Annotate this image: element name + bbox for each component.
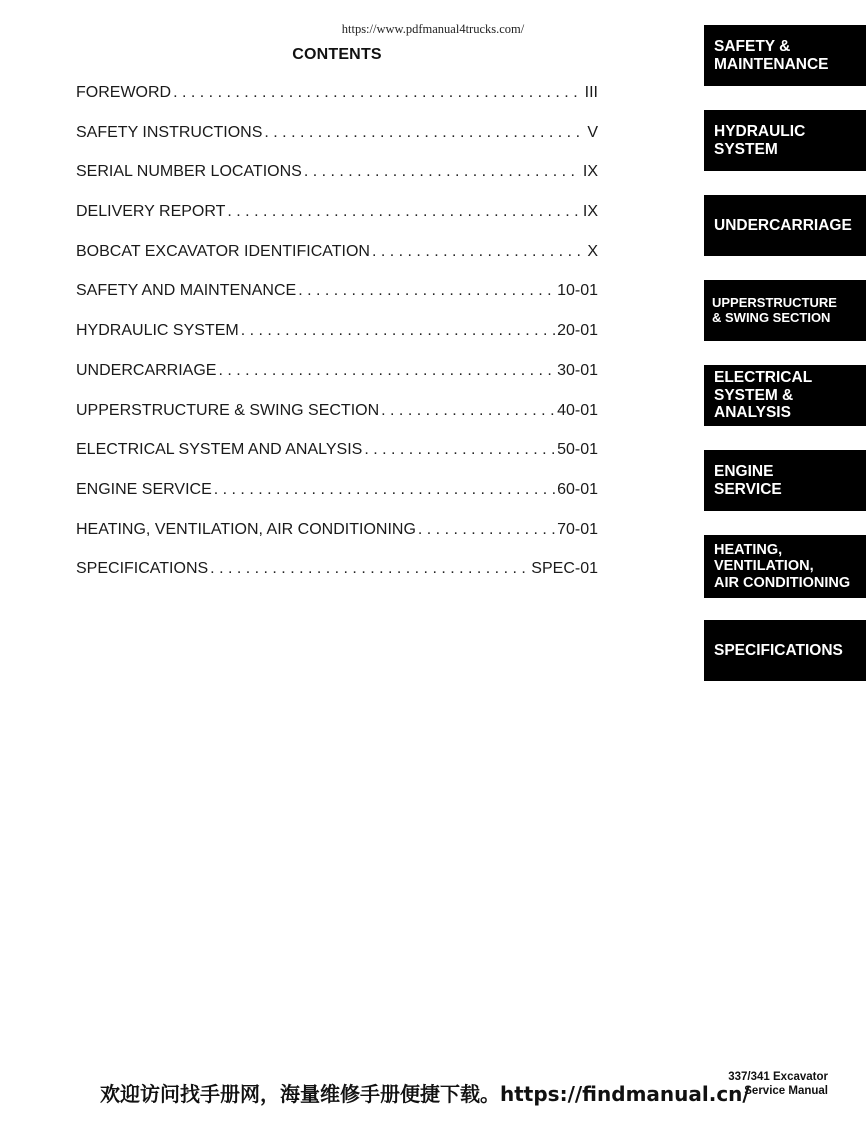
toc-entry[interactable] [76,124,598,164]
toc-leader-dots [364,441,555,459]
toc-entry-page: III [584,84,598,101]
footer-title-line1: 337/341 Excavator [728,1071,828,1083]
toc-entry[interactable] [76,521,598,561]
toc-entry-page: 20-01 [557,322,598,340]
toc-entry[interactable] [76,441,598,481]
section-tab[interactable] [704,450,866,511]
toc-entry-label: ENGINE SERVICE [76,480,212,498]
toc-entry-label: BOBCAT EXCAVATOR IDENTIFICATION [76,242,370,260]
toc-entry-label: SPECIFICATIONS [76,560,209,578]
toc-leader-dots [241,322,555,340]
section-tab[interactable] [704,110,866,171]
toc-entry-page: 10-01 [557,282,598,300]
toc-entry[interactable] [76,203,598,243]
toc-entry-label: DELIVERY REPORT [76,203,226,221]
toc-entry-page: 40-01 [557,401,598,419]
toc-entry-label: UPPERSTRUCTURE & SWING SECTION [76,401,380,419]
toc-entry-label: HYDRAULIC SYSTEM [76,322,239,340]
section-tab-label: UPPERSTRUCTURE & SWING SECTION [712,294,837,325]
section-tab-label: HEATING, VENTILATION, AIR CONDITIONING [714,541,851,591]
toc-entry-page: 60-01 [557,480,598,498]
toc-entry[interactable] [76,402,598,442]
toc-entry-label: SAFETY INSTRUCTIONS [76,123,263,141]
section-tab-label: ENGINE SERVICE [714,463,782,498]
toc-entry-page: V [587,123,598,141]
header-url-text[interactable]: https://www.pdfmanual4trucks.com/ [341,22,525,36]
section-tab[interactable] [704,195,866,256]
section-tab-label: HYDRAULIC SYSTEM [714,123,806,158]
toc-entry[interactable] [76,481,598,521]
toc-entry-label: ELECTRICAL SYSTEM AND ANALYSIS [76,441,363,459]
section-tab[interactable] [704,25,866,86]
section-tab-label: SPECIFICATIONS [714,641,843,659]
toc-entry-page: IX [582,163,598,181]
toc-entry-label: UNDERCARRIAGE [76,361,217,379]
toc-entry[interactable] [76,243,598,283]
toc-entry[interactable] [76,362,598,402]
toc-leader-dots [372,243,585,261]
toc-entry-page: IX [582,203,598,221]
section-tab[interactable] [704,280,866,341]
toc-leader-dots [210,560,529,578]
toc-entry-page: X [587,242,598,260]
toc-entry-label: FOREWORD [76,84,172,101]
footer-banner[interactable]: 欢迎访问找手册网，海量维修手册便捷下载。https://findmanual.cn/ [100,1082,750,1106]
section-tab-label: SAFETY & MAINTENANCE [714,38,829,73]
toc-leader-dots [264,124,585,142]
toc-leader-dots [418,521,555,539]
toc-leader-dots [214,481,555,499]
toc-entry-label: SERIAL NUMBER LOCATIONS [76,163,302,181]
table-of-contents [76,84,598,600]
toc-leader-dots [218,362,555,380]
footer-title-line2: Service Manual [744,1085,828,1098]
toc-entry[interactable] [76,163,598,203]
section-tab-label: UNDERCARRIAGE [714,216,852,234]
toc-entry-page: 30-01 [557,361,598,379]
toc-leader-dots [304,163,581,181]
toc-entry[interactable] [76,84,598,124]
toc-leader-dots [298,282,555,300]
toc-leader-dots [173,84,583,102]
section-tab[interactable] [704,365,866,426]
toc-entry-page: 50-01 [557,441,598,459]
section-tab[interactable] [704,535,866,598]
toc-entry[interactable] [76,560,598,600]
toc-entry[interactable] [76,282,598,322]
toc-entry-label: HEATING, VENTILATION, AIR CONDITIONING [76,520,416,538]
section-tab[interactable] [704,620,866,681]
toc-entry-page: SPEC-01 [531,560,598,578]
contents-title: CONTENTS [292,46,382,63]
toc-leader-dots [381,402,555,420]
toc-leader-dots [227,203,580,221]
toc-entry-label: SAFETY AND MAINTENANCE [76,282,297,300]
toc-entry-page: 70-01 [557,520,598,538]
toc-entry[interactable] [76,322,598,362]
section-tab-label: ELECTRICAL SYSTEM & ANALYSIS [714,369,813,422]
